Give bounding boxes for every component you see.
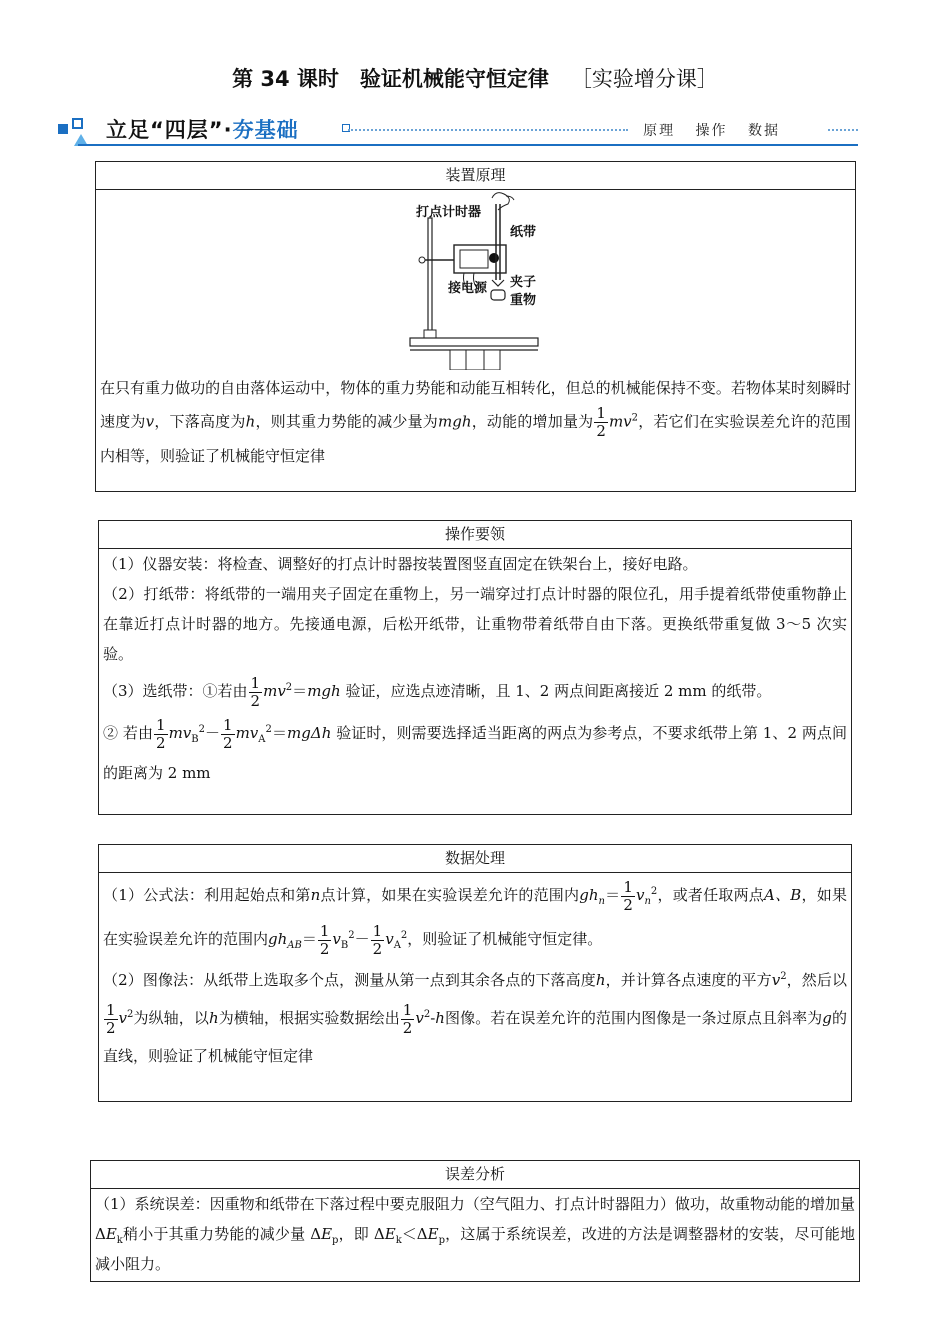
banner-small-square-icon (72, 118, 83, 129)
principle-text: 在只有重力做功的自由落体运动中，物体的重力势能和动能互相转化，但总的机械能保持不变。若物体某时刻瞬时速度为v，下落高度为h，则其重力势能的减少量为mgh，动能的增加量为 $\frac{1}{2}$ $mv^2$，若它们在实验误差允许的范围内相等，则验证了机械能守恒定律 (100, 379, 851, 465)
formula-method: （1）公式法：利用起始点和第n点计算，如果在实验误差允许的范围内$gh_n=$ $\frac{1}{2}$ $v_n^2$，或者任取两点A、B，如果在实验误差允许的范围内$gh_{AB}=$ $\frac{1}{2}$ $v_B^2-$ $\frac{1}{2}$ $v_A^2$，则验证了机械能守恒定律。 (103, 877, 847, 958)
lesson-title: 第 34 课时 验证机械能守恒定律 (232, 67, 549, 91)
data-processing-box (98, 844, 852, 1102)
principle-box (95, 161, 856, 492)
label-weight: 重物 (510, 293, 537, 308)
label-timer: 打点计时器 (416, 205, 482, 220)
data-processing-header: 数据处理 (99, 845, 851, 873)
principle-header: 装置原理 (96, 162, 855, 190)
graph-method: （2）图像法：从纸带上选取多个点，测量从第一点到其余各点的下落高度h，并计算各点速度的平方$v^2$，然后以 $\frac{1}{2}$ $v^2$为纵轴，以h为横轴，根据实验数据绘出 $\frac{1}{2}$ $v^2-h$图像。若在误差允许的范围内图像是一条过原点且斜率为g的直线，则验证了机械能守恒定律 (103, 971, 847, 1065)
operation-step-4: ② 若由 $\frac{1}{2}$ $mv_B^2-$ $\frac{1}{2}$ $mv_A^2=mg\Delta h$ 验证时，则需要选择适当距离的两点为参考点，不要求纸带上第 1、2 两点间的距离为 2 mm (103, 715, 847, 782)
operation-header: 操作要领 (99, 521, 851, 549)
operation-step-1: （1）仪器安装：将检查、调整好的打点计时器按装置图竖直固定在铁架台上，接好电路。 (103, 555, 698, 573)
banner-dotted-line (348, 129, 628, 131)
banner-tags (629, 120, 780, 140)
tag-data: 数据 (748, 123, 780, 139)
label-clip: 夹子 (510, 275, 537, 290)
section-banner (58, 112, 858, 148)
banner-title: 立足“四层”·夯基础 (106, 118, 299, 142)
label-power: 接电源 (448, 281, 488, 296)
system-error-text: （1）系统误差：因重物和纸带在下落过程中要克服阻力（空气阻力、打点计时器阻力）做功，故重物动能的增加量 $\Delta E_k$稍小于其重力势能的减少量 $\Delta E_p$，即 $\Delta E_k<\Delta E_p$，这属于系统误差，改进的方法是调整器材的安装，尽可能地减小阻力。 (95, 1195, 855, 1273)
operation-body (99, 549, 851, 793)
error-analysis-header: 误差分析 (91, 1161, 859, 1189)
data-processing-body (99, 873, 851, 1075)
label-tape: 纸带 (510, 225, 537, 240)
fraction-half: $\frac{1}{2}$ (596, 404, 606, 440)
banner-square-icon (58, 124, 68, 134)
operation-step-2: （2）打纸带：将纸带的一端用夹子固定在重物上，另一端穿过打点计时器的限位孔，用手提着纸带使重物静止在靠近打点计时器的地方。先接通电源，后松开纸带，让重物带着纸带自由下落。更换纸带重复做 3～5 次实验。 (103, 585, 847, 663)
principle-body (96, 190, 855, 473)
tag-principle: 原理 (643, 123, 676, 139)
error-analysis-box (90, 1160, 860, 1282)
operation-box (98, 520, 852, 815)
lesson-subtitle: ［实验增分课］ (570, 67, 718, 91)
tag-operation: 操作 (695, 123, 728, 139)
operation-step-3: （3）选纸带：①若由 $\frac{1}{2}$ $mv^2=mgh$ 验证，应选点迹清晰，且 1、2 两点间距离接近 2 mm 的纸带。 (103, 673, 772, 710)
banner-underline (78, 144, 858, 146)
page-title (0, 64, 950, 94)
error-analysis-body (91, 1189, 859, 1279)
banner-dotted-line-end (828, 129, 858, 131)
